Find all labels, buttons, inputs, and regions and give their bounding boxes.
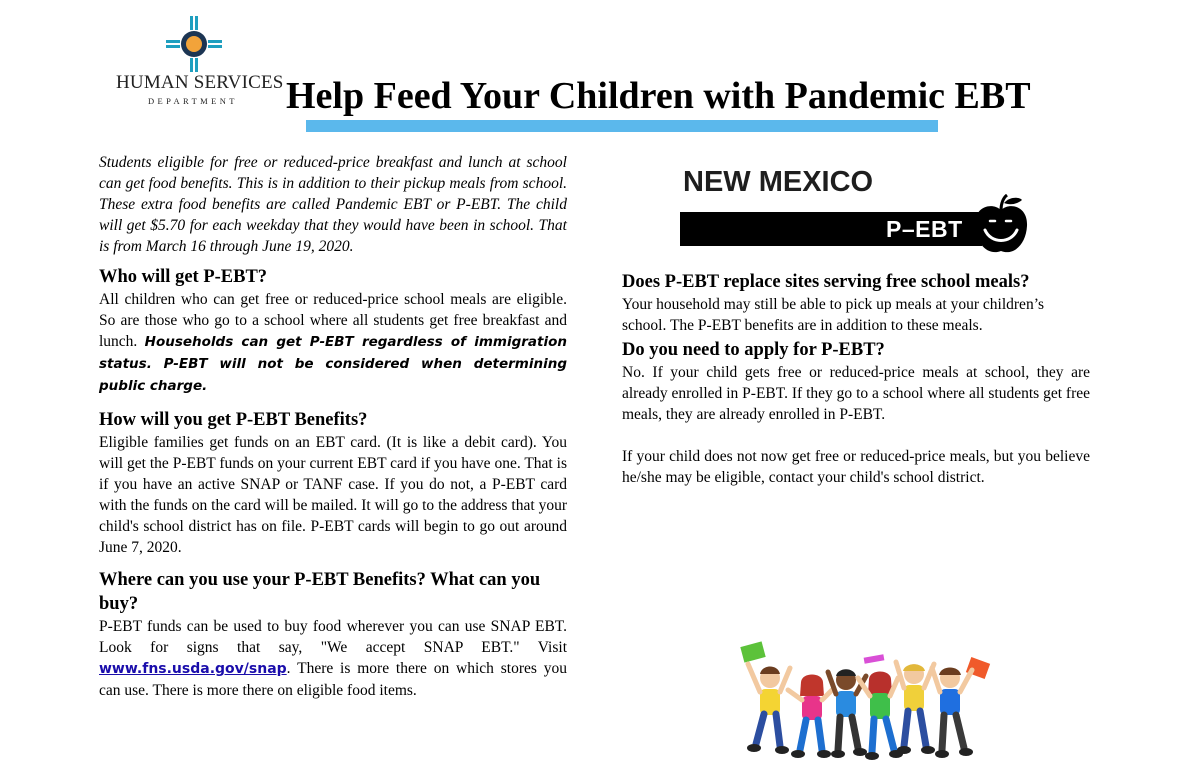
section-body-text: P-EBT funds can be used to buy food wherever you can use SNAP EBT. Look for signs that say, "We accept SNAP EBT." Visit — [99, 618, 567, 656]
section-apply — [622, 338, 1090, 488]
nm-pebt-graphic — [680, 166, 1040, 256]
section-where — [99, 568, 567, 701]
nm-title: NEW MEXICO — [683, 166, 874, 198]
agency-department: DEPARTMENT — [148, 96, 238, 106]
section-heading: Does P-EBT replace sites serving free school meals? — [622, 272, 1030, 292]
section-body — [99, 289, 567, 397]
hsd-logo — [112, 14, 284, 106]
immigration-note: Households can get P-EBT regardless of immigration status. P-EBT will not be considered when determining public charge. — [99, 334, 567, 394]
section-who — [99, 265, 567, 397]
section-heading: Where can you use your P-EBT Benefits? What can you buy? — [99, 570, 541, 614]
right-column — [622, 270, 1090, 488]
section-heading: Who will get P-EBT? — [99, 267, 268, 287]
zia-sun-icon — [164, 14, 224, 74]
section-heading: Do you need to apply for P-EBT? — [622, 340, 885, 360]
pebt-label: P–EBT — [886, 216, 963, 242]
agency-name: HUMAN SERVICES — [116, 72, 284, 93]
section-how — [99, 408, 567, 558]
section-body: No. If your child gets free or reduced-price meals at school, they are already enrolled in P-EBT. If they go to a school where all students get free meals, they are already enrolled in P-EBT. — [622, 364, 1090, 423]
section-body-text-after: . There is more there on which stores you can use. There is more there on eligible food items. — [99, 660, 567, 699]
section-body-text: All children who can get free or reduced-price school meals are eligible. So are those who go to a school where all students get free breakfast and lunch. — [99, 291, 567, 350]
jumping-children-illustration — [738, 634, 996, 768]
intro-paragraph: Students eligible for free or reduced-price breakfast and lunch at school can get food benefits. This is in addition to their pickup meals from school. These extra food benefits are called Pandemic EBT or P-EBT. The child will get $5.70 for each weekday that they would have been in school. That is from March 16 through June 19, 2020. — [99, 154, 567, 255]
section-replace — [622, 270, 1090, 336]
section-heading: How will you get P-EBT Benefits? — [99, 410, 368, 430]
smiling-apple-icon — [972, 194, 1030, 256]
section-body: Eligible families get funds on an EBT card. (It is like a debit card). You will get the P-EBT funds on your current EBT card if you have one. That is if you have an active SNAP or TANF case. If you do not, a P-EBT card with the funds on the card will be mailed. It will go to the address that your child's school district has on file. P-EBT cards will begin to go out around June 7, 2020. — [99, 434, 567, 556]
section-body: Your household may still be able to pick up meals at your children’s school. The P-EBT benefits are in addition to these meals. — [622, 296, 1045, 334]
left-column — [99, 152, 567, 701]
section-body — [99, 616, 567, 701]
section-body-2: If your child does not now get free or reduced-price meals, but you believe he/she may be eligible, contact your child's school district. — [622, 448, 1090, 486]
snap-link[interactable]: www.fns.usda.gov/snap — [99, 661, 287, 677]
page-title: Help Feed Your Children with Pandemic EBT — [286, 75, 1031, 117]
title-underline-bar — [306, 120, 938, 132]
